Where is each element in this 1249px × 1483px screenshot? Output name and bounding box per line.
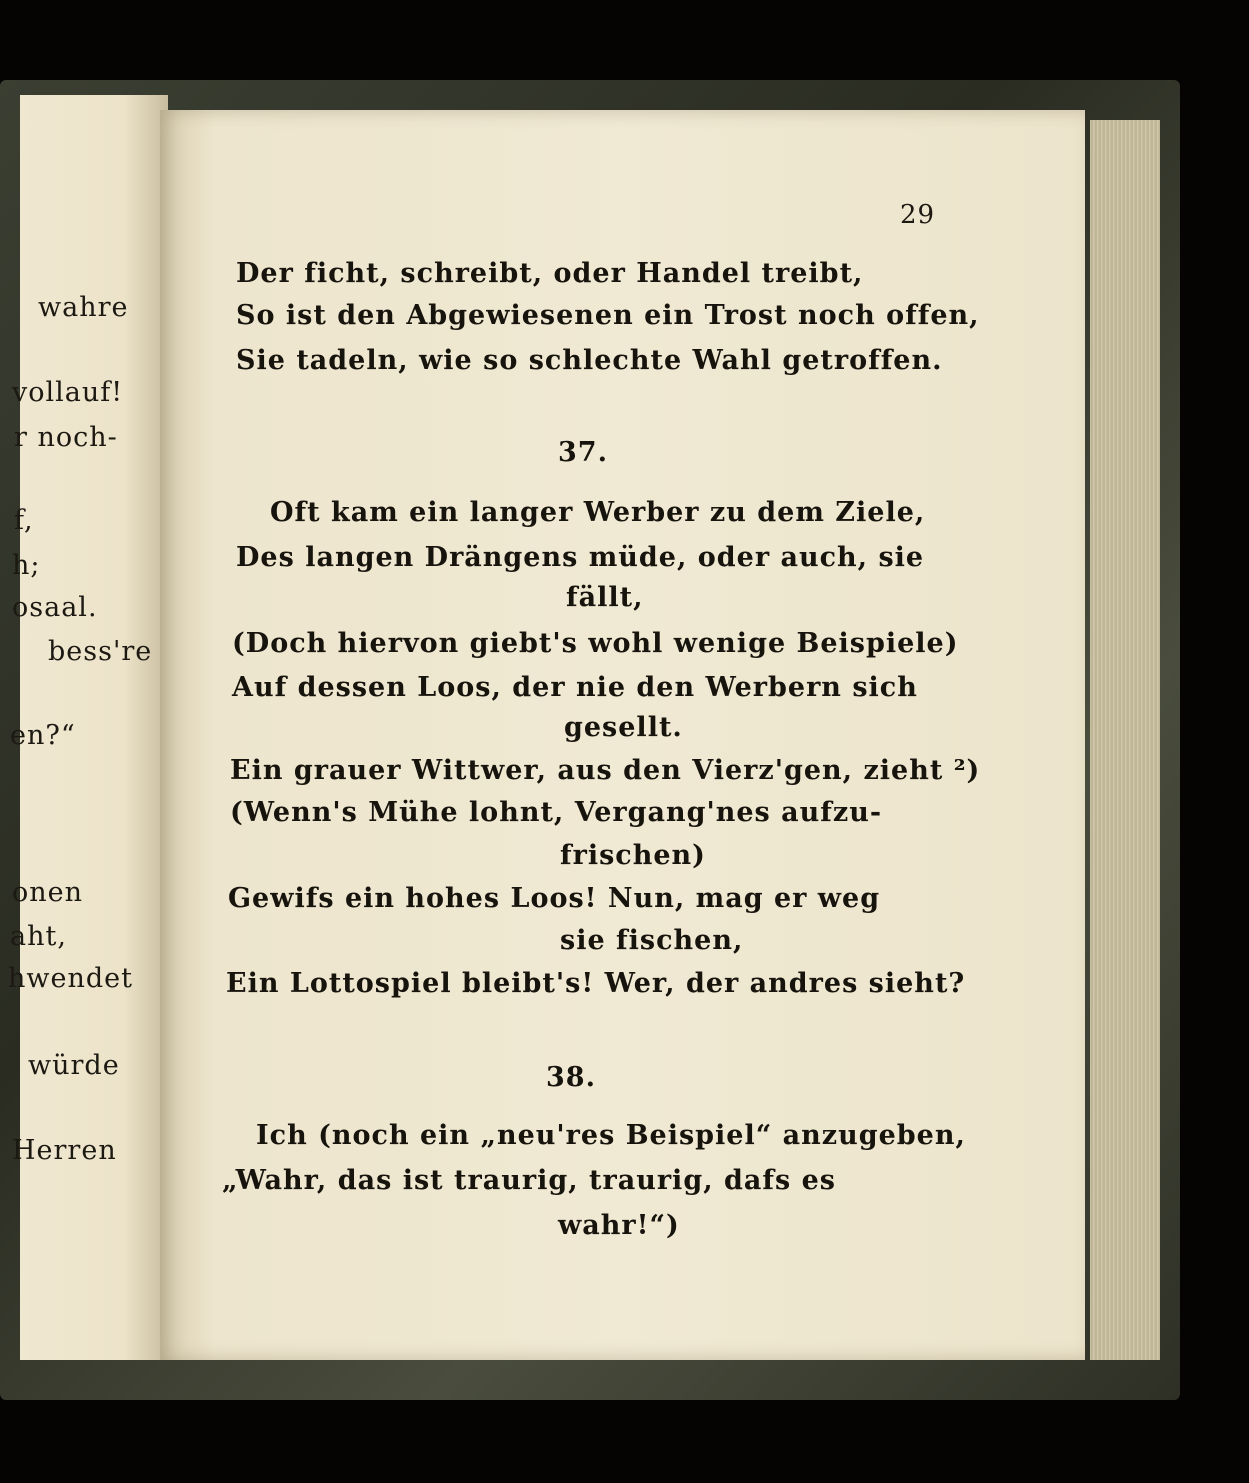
stanza-number: 38.: [546, 1062, 596, 1093]
stanza-number: 37.: [558, 437, 608, 468]
verse-line: Oft kam ein langer Werber zu dem Ziele,: [270, 497, 926, 528]
page-edges: [1090, 120, 1160, 1360]
verse-line: (Doch hiervon giebt's wohl wenige Beispiele): [232, 628, 959, 659]
page-number: 29: [900, 200, 936, 230]
left-fragment: r noch-: [14, 422, 118, 453]
verse-line: Gewifs ein hohes Loos! Nun, mag er weg: [228, 883, 881, 914]
left-page: [8, 95, 168, 1360]
left-fragment: hwendet: [8, 963, 133, 994]
verse-line: Ich (noch ein „neu'res Beispiel“ anzugeben,: [256, 1120, 966, 1151]
left-fragment: onen: [12, 877, 84, 908]
left-fragment: vollauf!: [12, 377, 124, 408]
verse-line: wahr!“): [558, 1210, 680, 1241]
verse-line: Ein grauer Wittwer, aus den Vierz'gen, zieht ²): [230, 755, 981, 786]
left-fragment: aht,: [10, 921, 67, 952]
left-fragment: bess're: [48, 636, 153, 667]
left-fragment: würde: [28, 1050, 120, 1081]
left-fragment: f,: [14, 505, 34, 536]
left-fragment: wahre: [38, 292, 129, 323]
verse-line: Der ficht, schreibt, oder Handel treibt,: [236, 258, 864, 289]
verse-line: sie fischen,: [560, 925, 744, 956]
left-fragment: en?“: [10, 720, 76, 751]
verse-line: gesellt.: [564, 712, 683, 743]
verse-line: Auf dessen Loos, der nie den Werbern sich: [232, 672, 918, 703]
verse-line: Sie tadeln, wie so schlechte Wahl getroffen.: [236, 345, 943, 376]
left-fragment: osaal.: [12, 592, 98, 623]
verse-line: fällt,: [566, 582, 644, 613]
verse-line: (Wenn's Mühe lohnt, Vergang'nes aufzu-: [230, 797, 883, 828]
verse-line: frischen): [560, 840, 706, 871]
left-fragment: h;: [12, 550, 41, 581]
verse-line: „Wahr, das ist traurig, traurig, dafs es: [222, 1165, 836, 1196]
verse-line: Des langen Drängens müde, oder auch, sie: [236, 542, 925, 573]
verse-line: So ist den Abgewiesenen ein Trost noch offen,: [236, 300, 980, 331]
verse-line: Ein Lottospiel bleibt's! Wer, der andres sieht?: [226, 968, 966, 999]
left-fragment: Herren: [12, 1135, 117, 1166]
